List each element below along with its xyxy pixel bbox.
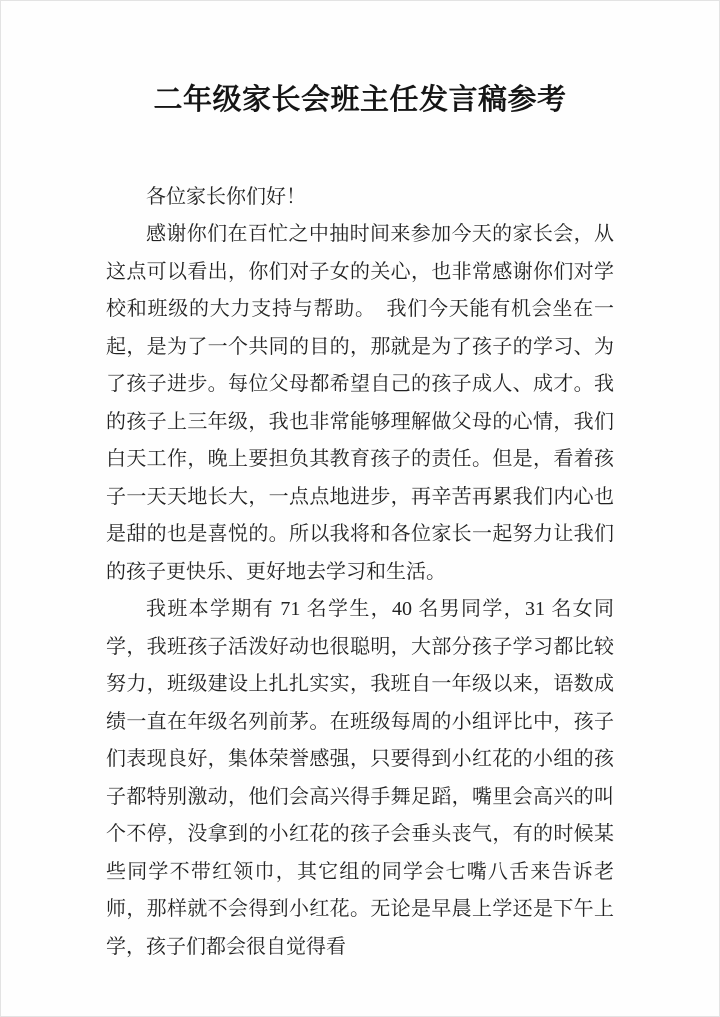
paragraph-greeting: 各位家长你们好！	[146, 185, 306, 208]
document-title: 二年级家长会班主任发言稿参考	[153, 84, 567, 116]
paragraph-thanks: 感谢你们在百忙之中抽时间来参加今天的家长会，从这点可以看出，你们对子女的关心，也非常感谢你们对学校和班级的大力支持与帮助。 我们今天能有机会坐在一起，是为了一个共同的目的，那就是为了孩子的学习、为了孩子进步。每位父母都希望自己的孩子成人、成才。我的孩子上三年级，我也非常能够理解做父母的心情，我们白天工作，晚上要担负其教育孩子的责任。但是，看着孩子一天天地长大，一点点地进步，再辛苦再累我们内心也是甜的也是喜悦的。所以我将和各位家长一起努力让我们的孩子更快乐、更好地去学习和生活。	[106, 223, 614, 583]
paragraph-class-overview: 我班本学期有 71 名学生，40 名男同学，31 名女同学，我班孩子活泼好动也很聪明，大部分孩子学习都比较努力，班级建设上扎扎实实，我班自一年级以来，语数成绩一直在年级名列前茅。在班级每周的小组评比中，孩子们表现良好，集体荣誉感强，只要得到小红花的小组的孩子都特别激动，他们会高兴得手舞足蹈，嘴里会高兴的叫个不停，没拿到的小红花的孩子会垂头丧气，有的时候某些同学不带红领巾，其它组的同学会七嘴八舌来告诉老师，那样就不会得到小红花。无论是早晨上学还是下午上学，孩子们都会很自觉得看	[106, 598, 614, 958]
document-content	[1, 1, 719, 1016]
